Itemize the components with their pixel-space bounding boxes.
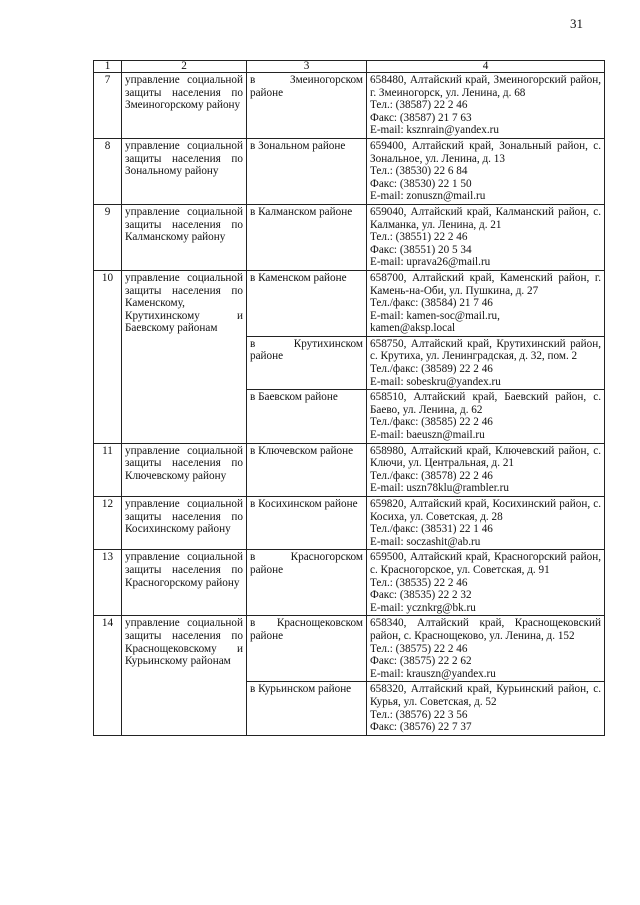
postal-address: 658340, Алтайский край, Краснощековский район, с. Краснощеково, ул. Ленина, д. 152	[370, 617, 601, 642]
offices-table	[93, 60, 605, 736]
table-row	[94, 497, 605, 550]
contact-cell	[367, 336, 605, 389]
email-address: kamen@aksp.local	[370, 322, 456, 335]
district-name: в Калманском районе	[247, 204, 367, 270]
email-address: E-mail: soczashit@ab.ru	[370, 535, 481, 548]
contact-cell	[367, 73, 605, 139]
phone-fax: Тел.: (38535) 22 2 46	[370, 576, 468, 589]
contact-cell	[367, 270, 605, 336]
district-name: в Баевском районе	[247, 390, 367, 443]
email-address: E-mail: uszn78klu@rambler.ru	[370, 482, 509, 495]
email-address: E-mail: uprava26@mail.ru	[370, 256, 491, 269]
postal-address: 658700, Алтайский край, Каменский район, г. Камень-на-Оби, ул. Пушкина, д. 27	[370, 271, 601, 297]
organization-name: управление социальной защиты населения по Ключевскому району	[122, 443, 247, 496]
postal-address: 658320, Алтайский край, Курьинский район, с. Курья, ул. Советская, д. 52	[370, 683, 601, 708]
contact-cell	[367, 497, 605, 550]
postal-address: 659040, Алтайский край, Калманский район, с. Калманка, ул. Ленина, д. 21	[370, 205, 601, 231]
contact-cell	[367, 616, 605, 682]
table-body	[94, 73, 605, 736]
phone-fax: Факс: (38576) 22 7 37	[370, 721, 472, 734]
organization-name: управление социальной защиты населения по Зональному району	[122, 138, 247, 204]
table-row	[94, 550, 605, 616]
contact-cell	[367, 138, 605, 204]
row-number: 11	[94, 443, 122, 496]
postal-address: 659500, Алтайский край, Красногорский район, с. Красногорское, ул. Советская, д. 91	[370, 551, 601, 576]
postal-address: 658750, Алтайский край, Крутихинский район, с. Крутиха, ул. Ленинградская, д. 32, пом. 2	[370, 337, 601, 363]
row-number: 10	[94, 270, 122, 443]
district-name: в Змеиногорском районе	[247, 73, 367, 139]
organization-name: управление социальной защиты населения по Красногорскому району	[122, 550, 247, 616]
postal-address: 658510, Алтайский край, Баевский район, с. Баево, ул. Ленина, д. 62	[370, 391, 601, 416]
email-address: E-mail: zonuszn@mail.ru	[370, 190, 486, 203]
organization-name: управление социальной защиты населения по Краснощековскому и Курьинскому районам	[122, 616, 247, 735]
district-name: в Зональном районе	[247, 138, 367, 204]
table-row	[94, 73, 605, 139]
table-header-row	[94, 61, 605, 73]
row-number: 9	[94, 204, 122, 270]
phone-fax: Тел.: (38530) 22 6 84	[370, 165, 468, 178]
email-address: E-mail: ycznkrg@bk.ru	[370, 601, 476, 614]
table-row	[94, 270, 605, 336]
phone-fax: Тел.: (38551) 22 2 46	[370, 231, 468, 244]
table-row	[94, 616, 605, 682]
organization-name: управление социальной защиты населения по Калманскому району	[122, 204, 247, 270]
row-number: 7	[94, 73, 122, 139]
organization-name: управление социальной защиты населения по Косихинскому району	[122, 497, 247, 550]
phone-fax: Тел./факс: (38578) 22 2 46	[370, 469, 493, 482]
district-name: в Ключевском районе	[247, 443, 367, 496]
column-header: 2	[122, 61, 247, 73]
postal-address: 658480, Алтайский край, Змеиногорский район, г. Змеиногорск, ул. Ленина, д. 68	[370, 74, 601, 99]
page-number: 31	[570, 16, 583, 31]
row-number: 14	[94, 616, 122, 735]
email-address: E-mail: baeuszn@mail.ru	[370, 429, 485, 442]
row-number: 8	[94, 138, 122, 204]
contact-cell	[367, 443, 605, 496]
phone-fax: Тел./факс: (38585) 22 2 46	[370, 416, 493, 429]
email-address: E-mail: kamen-soc@mail.ru,	[370, 309, 500, 322]
postal-address: 658980, Алтайский край, Ключевский район, с. Ключи, ул. Центральная, д. 21	[370, 444, 601, 470]
organization-name: управление социальной защиты населения по Змеиногорскому району	[122, 73, 247, 139]
phone-fax: Факс: (38587) 21 7 63	[370, 111, 472, 124]
district-name: в Краснощековском районе	[247, 616, 367, 682]
column-header: 1	[94, 61, 122, 73]
district-name: в Крутихинском районе	[247, 336, 367, 389]
email-address: E-mail: sobeskru@yandex.ru	[370, 375, 501, 388]
contact-cell	[367, 204, 605, 270]
organization-name: управление социальной защиты населения по Каменскому, Крутихинскому и Баевскому районам	[122, 270, 247, 443]
phone-fax: Факс: (38535) 22 2 32	[370, 589, 472, 602]
table-row	[94, 204, 605, 270]
phone-fax: Тел./факс: (38589) 22 2 46	[370, 363, 493, 376]
table-row	[94, 138, 605, 204]
postal-address: 659820, Алтайский край, Косихинский район, с. Косиха, ул. Советская, д. 28	[370, 498, 601, 523]
phone-fax: Тел./факс: (38531) 22 1 46	[370, 523, 493, 536]
postal-address: 659400, Алтайский край, Зональный район, с. Зональное, ул. Ленина, д. 13	[370, 139, 601, 165]
phone-fax: Тел.: (38576) 22 3 56	[370, 708, 468, 721]
district-name: в Курьинском районе	[247, 682, 367, 735]
phone-fax: Тел./факс: (38584) 21 7 46	[370, 297, 493, 310]
district-name: в Косихинском районе	[247, 497, 367, 550]
district-name: в Красногорском районе	[247, 550, 367, 616]
contact-cell	[367, 682, 605, 735]
column-header: 3	[247, 61, 367, 73]
phone-fax: Тел.: (38575) 22 2 46	[370, 642, 468, 655]
table-row	[94, 443, 605, 496]
phone-fax: Тел.: (38587) 22 2 46	[370, 99, 468, 112]
contact-cell	[367, 550, 605, 616]
contact-cell	[367, 390, 605, 443]
row-number: 12	[94, 497, 122, 550]
phone-fax: Факс: (38530) 22 1 50	[370, 177, 472, 190]
phone-fax: Факс: (38551) 20 5 34	[370, 243, 472, 256]
column-header: 4	[367, 61, 605, 73]
row-number: 13	[94, 550, 122, 616]
email-address: E-mail: ksznrain@yandex.ru	[370, 124, 499, 137]
district-name: в Каменском районе	[247, 270, 367, 336]
email-address: E-mail: krauszn@yandex.ru	[370, 667, 496, 680]
phone-fax: Факс: (38575) 22 2 62	[370, 655, 472, 668]
